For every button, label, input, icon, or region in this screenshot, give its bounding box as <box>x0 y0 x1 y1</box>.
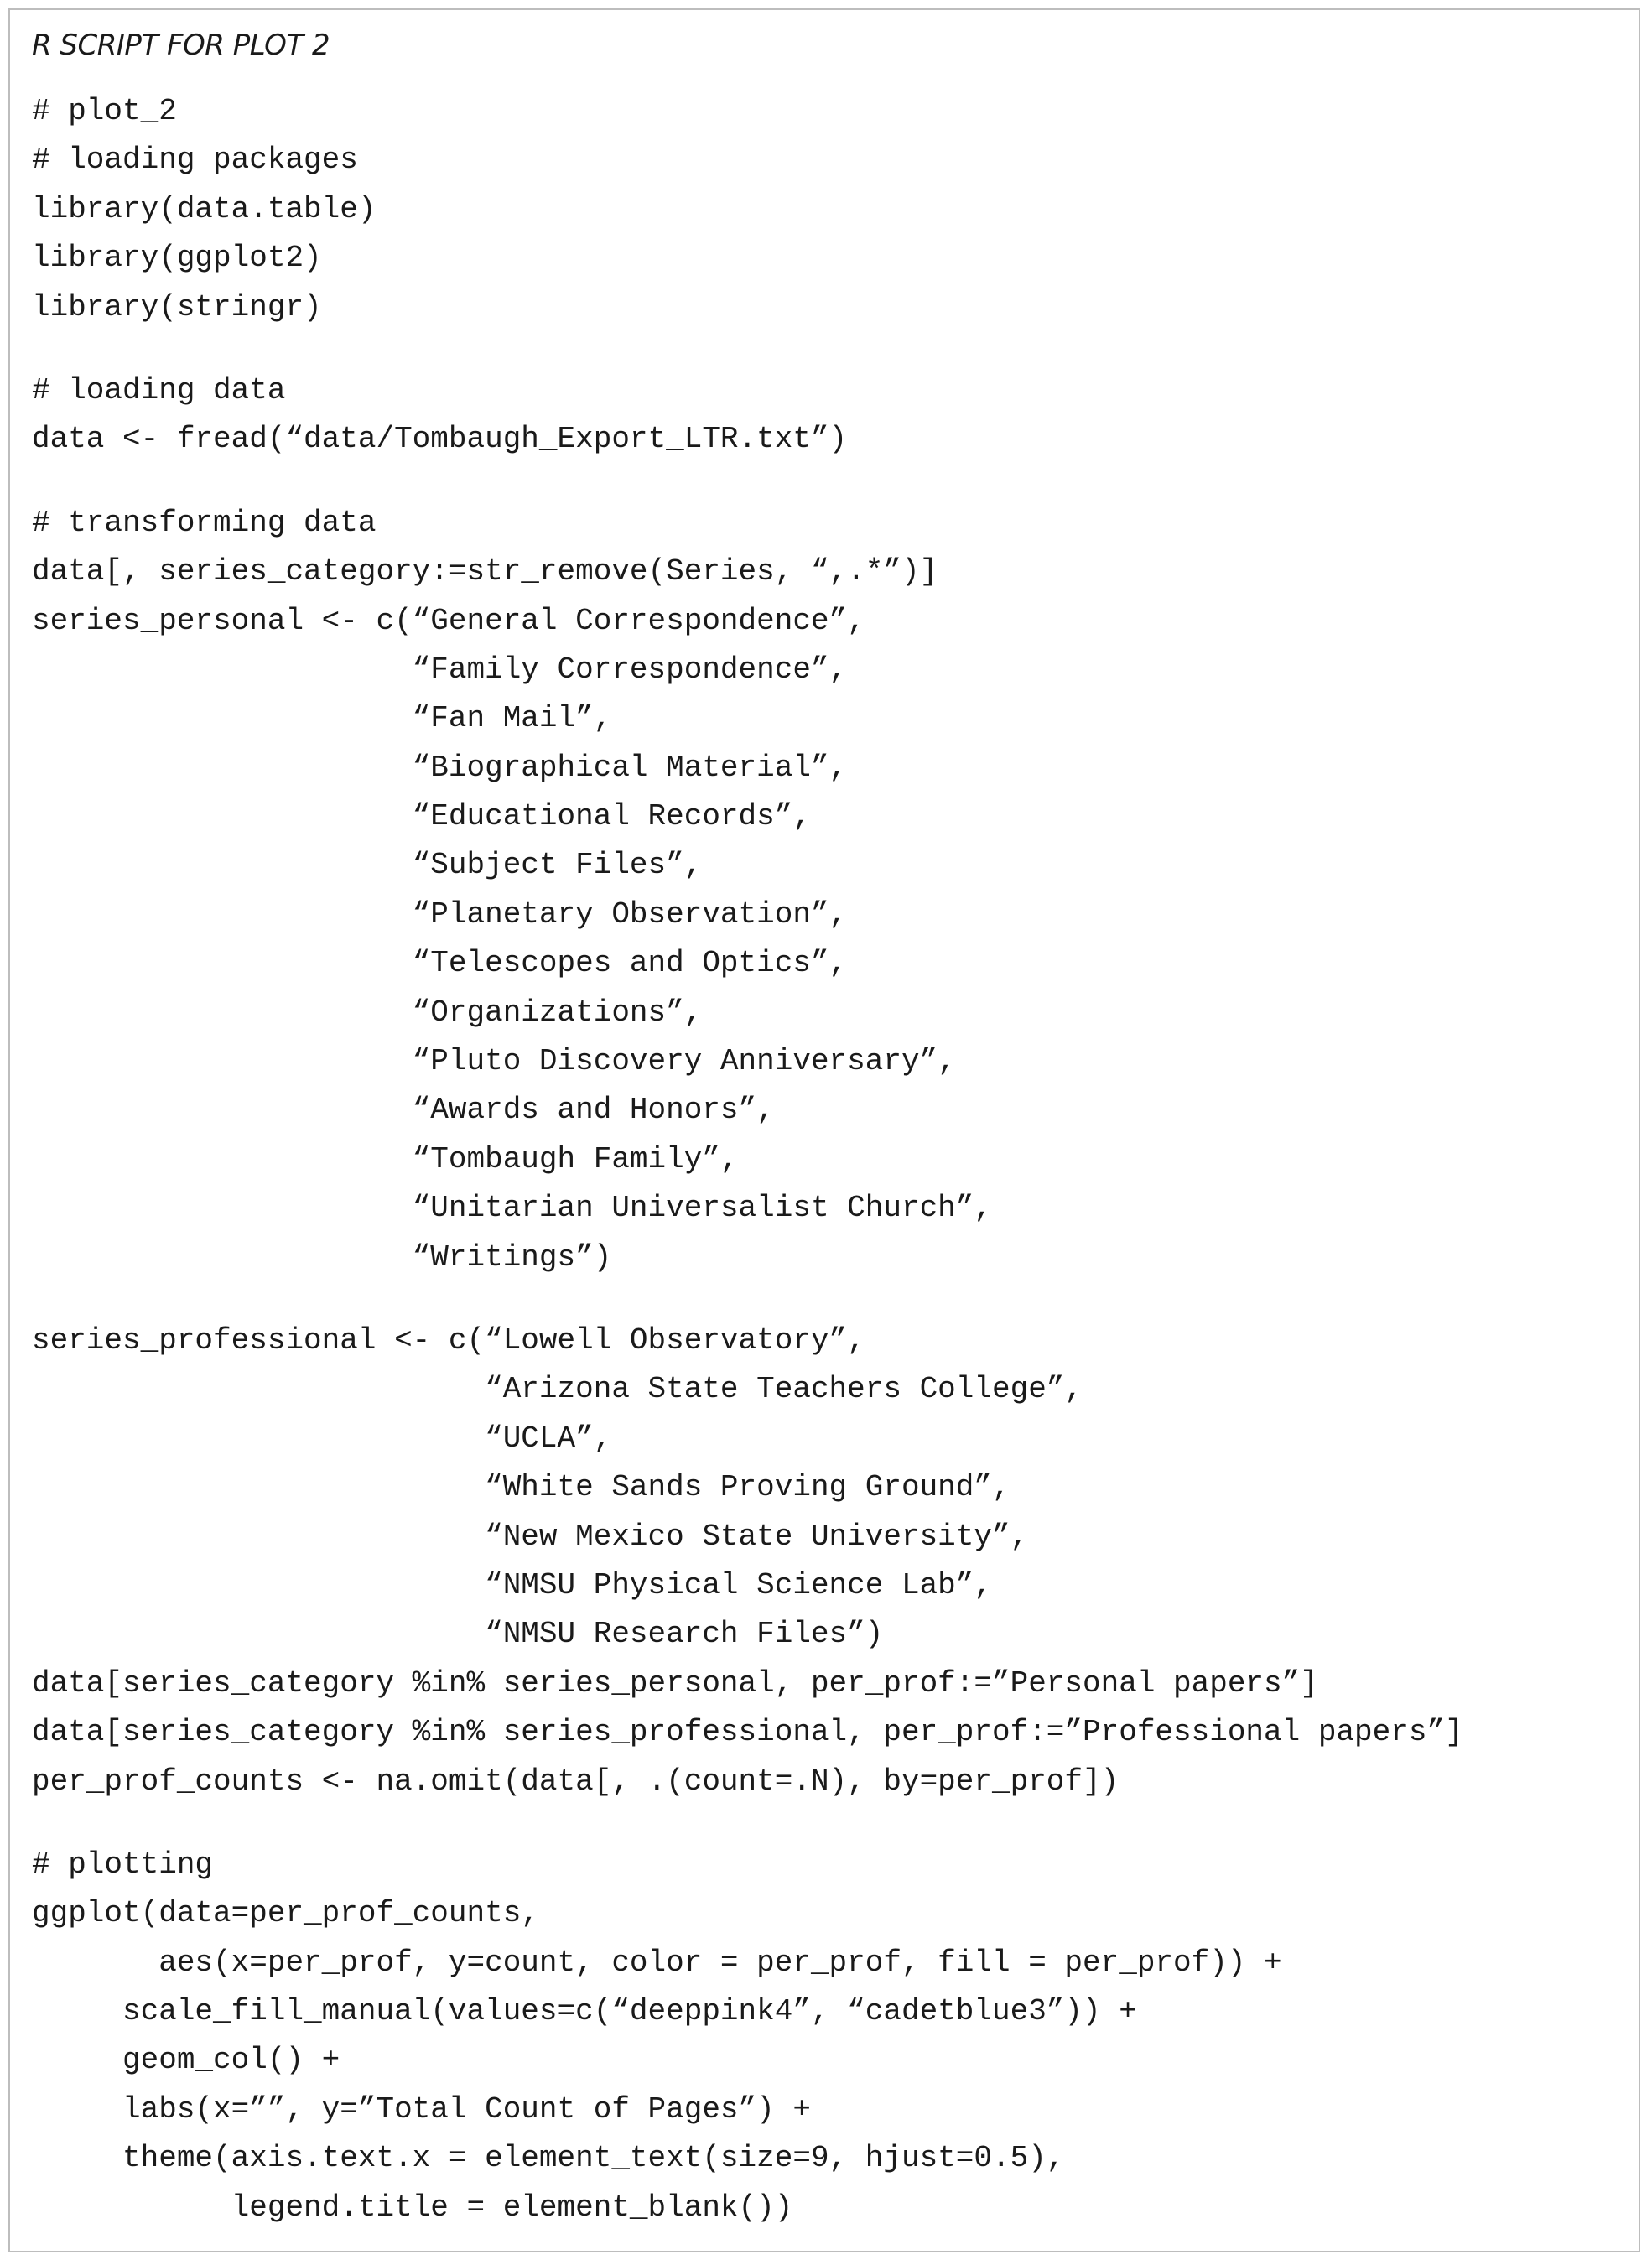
code-line: “Telescopes and Optics”, <box>32 946 848 981</box>
code-line: legend.title = element_blank()) <box>32 2190 793 2225</box>
code-line: “Planetary Observation”, <box>32 896 848 932</box>
code-line: “Tombaugh Family”, <box>32 1141 739 1177</box>
code-line: # loading data <box>32 372 286 408</box>
code-line: “Subject Files”, <box>32 848 703 883</box>
code-line: geom_col() + <box>32 2043 340 2078</box>
code-line: data <- fread(“data/Tombaugh_Export_LTR.txt”) <box>32 422 848 457</box>
code-line: “New Mexico State University”, <box>32 1519 1029 1554</box>
code-line: “Arizona State Teachers College”, <box>32 1372 1083 1407</box>
code-line: data[series_category %in% series_professional, per_prof:=”Professional papers”] <box>32 1715 1463 1750</box>
document-frame <box>8 8 1640 2252</box>
code-line: series_professional <- c(“Lowell Observatory”, <box>32 1322 865 1358</box>
code-line: labs(x=””, y=”Total Count of Pages”) + <box>32 2091 811 2127</box>
code-line: “Writings”) <box>32 1239 612 1275</box>
code-block <box>32 87 1463 2232</box>
code-line: aes(x=per_prof, y=count, color = per_prof, fill = per_prof)) + <box>32 1945 1282 1980</box>
code-line: scale_fill_manual(values=c(“deeppink4”, “cadetblue3”)) + <box>32 1994 1137 2029</box>
code-line: library(stringr) <box>32 289 322 325</box>
code-line: “NMSU Physical Science Lab”, <box>32 1567 992 1603</box>
code-line: library(data.table) <box>32 191 377 226</box>
code-line: “UCLA”, <box>32 1421 612 1456</box>
code-line: # plotting <box>32 1847 214 1882</box>
code-line: # transforming data <box>32 505 377 540</box>
code-line: “Family Correspondence”, <box>32 652 848 687</box>
code-line: “Unitarian Universalist Church”, <box>32 1191 992 1226</box>
code-line: # plot_2 <box>32 94 177 128</box>
code-line: per_prof_counts <- na.omit(data[, .(count=.N), by=per_prof]) <box>32 1764 1120 1799</box>
code-line: theme(axis.text.x = element_text(size=9, hjust=0.5), <box>32 2141 1065 2176</box>
code-line: library(ggplot2) <box>32 241 322 276</box>
code-line: “Educational Records”, <box>32 799 811 834</box>
code-line: ggplot(data=per_prof_counts, <box>32 1896 539 1931</box>
code-line: # loading packages <box>32 143 358 178</box>
document-caption: R SCRIPT FOR PLOT 2 <box>32 29 330 62</box>
code-line: “Biographical Material”, <box>32 750 848 785</box>
code-line: “Fan Mail”, <box>32 701 612 736</box>
code-line: “White Sands Proving Ground”, <box>32 1470 1010 1505</box>
code-line: “NMSU Research Files”) <box>32 1617 884 1652</box>
code-line: “Organizations”, <box>32 995 703 1030</box>
code-line: data[, series_category:=str_remove(Series, “,.*”)] <box>32 554 938 590</box>
code-line: series_personal <- c(“General Correspondence”, <box>32 603 865 638</box>
code-line: data[series_category %in% series_personal, per_prof:=”Personal papers”] <box>32 1665 1318 1701</box>
code-line: “Pluto Discovery Anniversary”, <box>32 1044 956 1079</box>
code-line: “Awards and Honors”, <box>32 1093 775 1128</box>
